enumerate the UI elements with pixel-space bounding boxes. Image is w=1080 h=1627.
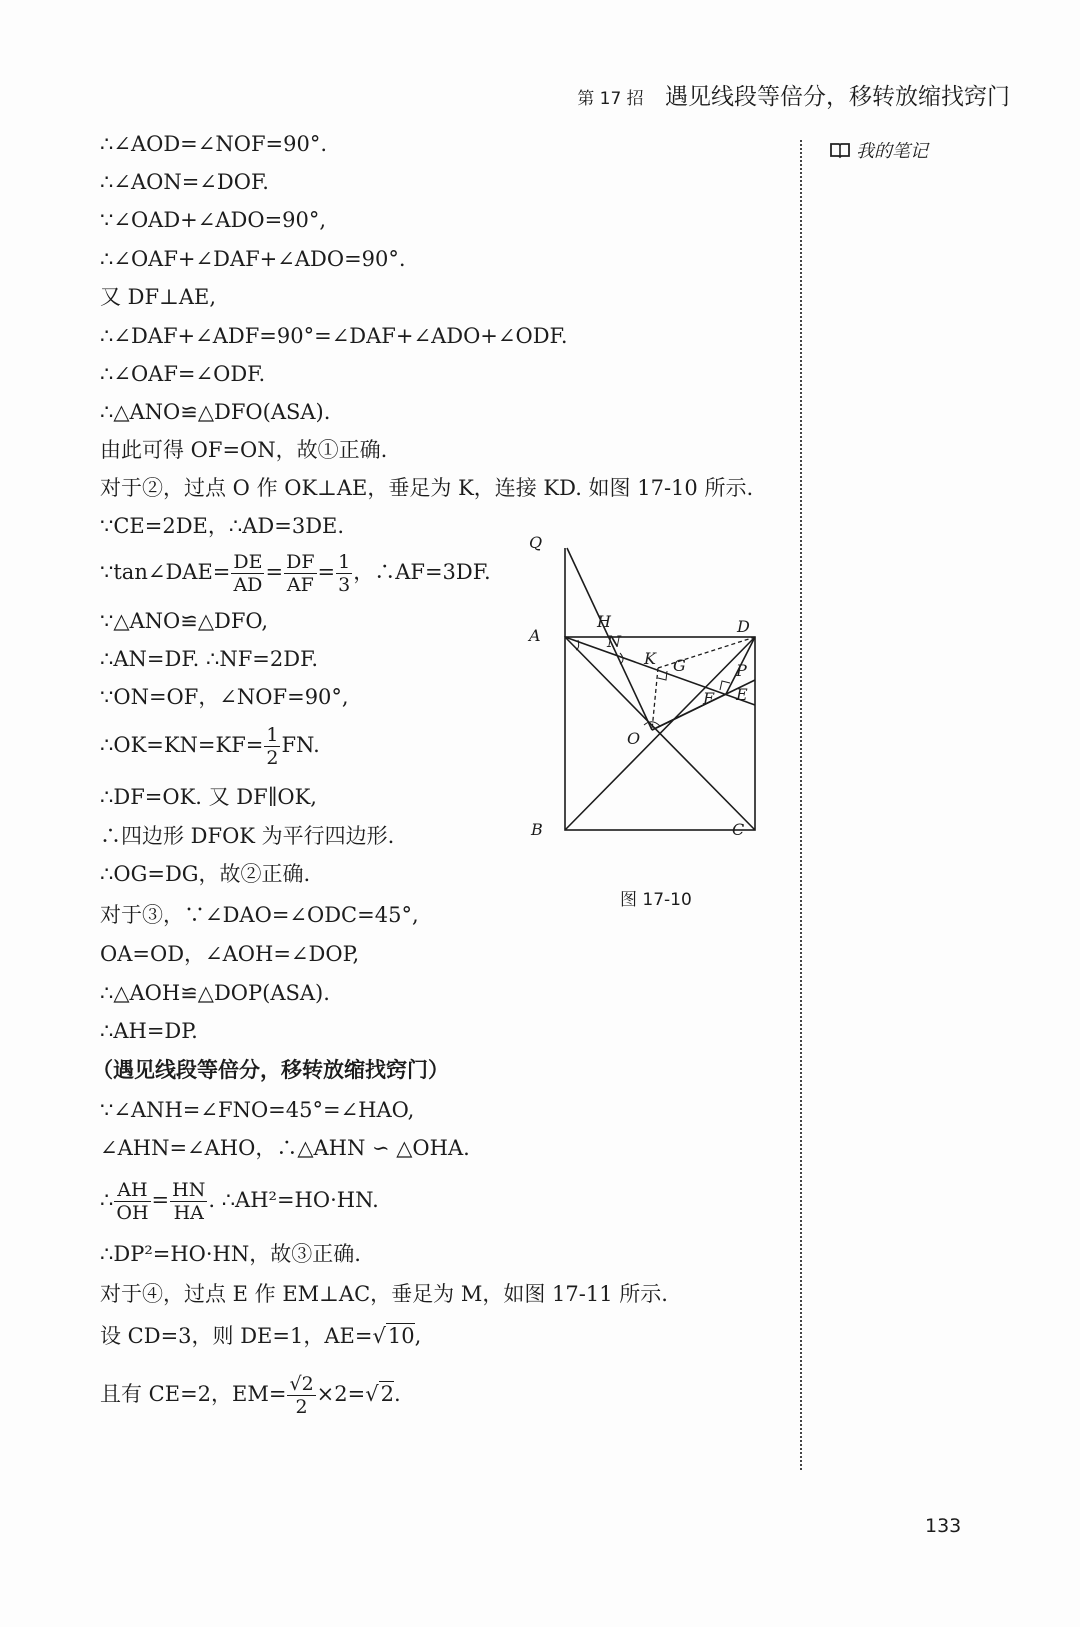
text-line: ∴DF=OK. 又 DF∥OK, [100,785,317,809]
chapter-label: 第 17 招 [577,89,644,109]
fraction: $\frac{DF}{AF}$ [286,551,315,596]
em-line: 且有 CE=2，EM= $\frac{√2}{2}$ ×2=√2. [100,1373,401,1418]
text-line: ∴∠OAF=∠ODF. [100,362,266,386]
text-line: ∴DP²=HO·HN，故③正确. [100,1242,361,1266]
text-line: OA=OD，∠AOH=∠DOP, [100,942,360,966]
fraction: $\frac{1}{2}$ [266,724,279,769]
label-e: E [736,685,748,704]
label-c: C [732,820,745,839]
label-p: P [736,661,747,680]
text-line: 又 DF⊥AE, [100,285,217,309]
text-line: ∴∠AOD=∠NOF=90°. [100,132,328,156]
text-line: ∴∠OAF+∠DAF+∠ADO=90°. [100,247,406,271]
fraction: $\frac{√2}{2}$ [289,1373,314,1418]
text-line: ∵∠OAD+∠ADO=90°, [100,208,327,232]
text-line: ∴四边形 DFOK 为平行四边形. [100,824,395,848]
cd-line: 设 CD=3，则 DE=1，AE=√10, [100,1324,422,1348]
page-header [577,78,1010,111]
notes-divider [800,140,802,1470]
line-ae [565,637,755,705]
text-line: ∵△ANO≌△DFO, [100,609,269,633]
label-n: N [607,632,621,651]
fraction: $\frac{AH}{OH}$ [116,1179,149,1224]
text-line: ∵ON=OF，∠NOF=90°, [100,685,349,709]
book-icon [830,142,850,158]
tan-equation: ∵tan∠DAE= $\frac{DE}{AD}$ = $\frac{DF}{AF}$ = $\frac{1}{3}$ ，∴AF=3DF. [100,551,491,596]
geometry-figure [529,533,790,860]
label-f: F [703,689,715,708]
tan-prefix: ∵tan∠DAE= [100,560,231,584]
label-a: A [529,626,541,645]
text-line: ∴AH=DP. [100,1019,198,1043]
label-o: O [627,729,641,748]
fraction: $\frac{HN}{HA}$ [172,1179,206,1224]
tan-suffix: ，∴AF=3DF. [353,560,491,584]
text-line: ∴∠AON=∠DOF. [100,170,269,194]
text-line: ∴△ANO≌△DFO(ASA). [100,400,331,424]
label-b: B [531,820,543,839]
text-line: 对于②，过点 O 作 OK⊥AE，垂足为 K，连接 KD. 如图 17-10 所示. [100,476,754,500]
text-line: ∴∠DAF+∠ADF=90°=∠DAF+∠ADO+∠ODF. [100,324,568,348]
chapter-title: 遇见线段等倍分，移转放缩找窍门 [665,84,1010,110]
label-k: K [644,649,656,668]
label-g: G [673,656,686,675]
text-line: 对于④，过点 E 作 EM⊥AC，垂足为 M，如图 17-11 所示. [100,1282,668,1306]
ok-equation: ∴OK=KN=KF= $\frac{1}{2}$ FN. [100,724,320,769]
label-d: D [737,617,750,636]
label-q: Q [529,533,543,552]
dashed-ok [652,668,658,730]
notes-heading [830,137,928,163]
notes-label: 我的笔记 [856,141,928,162]
text-line: ∴AN=DF. ∴NF=2DF. [100,647,319,671]
text-line: ∴OG=DG，故②正确. [100,862,311,886]
line-of [652,694,726,730]
text-line: 由此可得 OF=ON，故①正确. [100,438,388,462]
text-line: ∵CE=2DE，∴AD=3DE. [100,514,345,538]
method-title: （遇见线段等倍分，移转放缩找窍门） [92,1057,449,1082]
text-line: ∵∠ANH=∠FNO=45°=∠HAO, [100,1098,415,1122]
figure-caption: 图 17-10 [620,890,692,910]
fraction: $\frac{DE}{AD}$ [233,551,263,596]
text-line: ∴△AOH≌△DOP(ASA). [100,981,330,1005]
label-h: H [597,612,611,631]
ratio-equation: ∴ $\frac{AH}{OH}$ = $\frac{HN}{HA}$ . ∴AH²=HO·HN. [100,1179,379,1224]
page-number: 133 [925,1515,962,1537]
fraction: $\frac{1}{3}$ [338,551,351,596]
text-line: ∠AHN=∠AHO，∴△AHN ∽ △OHA. [100,1136,470,1160]
text-line: 对于③，∵∠DAO=∠ODC=45°, [100,903,419,927]
